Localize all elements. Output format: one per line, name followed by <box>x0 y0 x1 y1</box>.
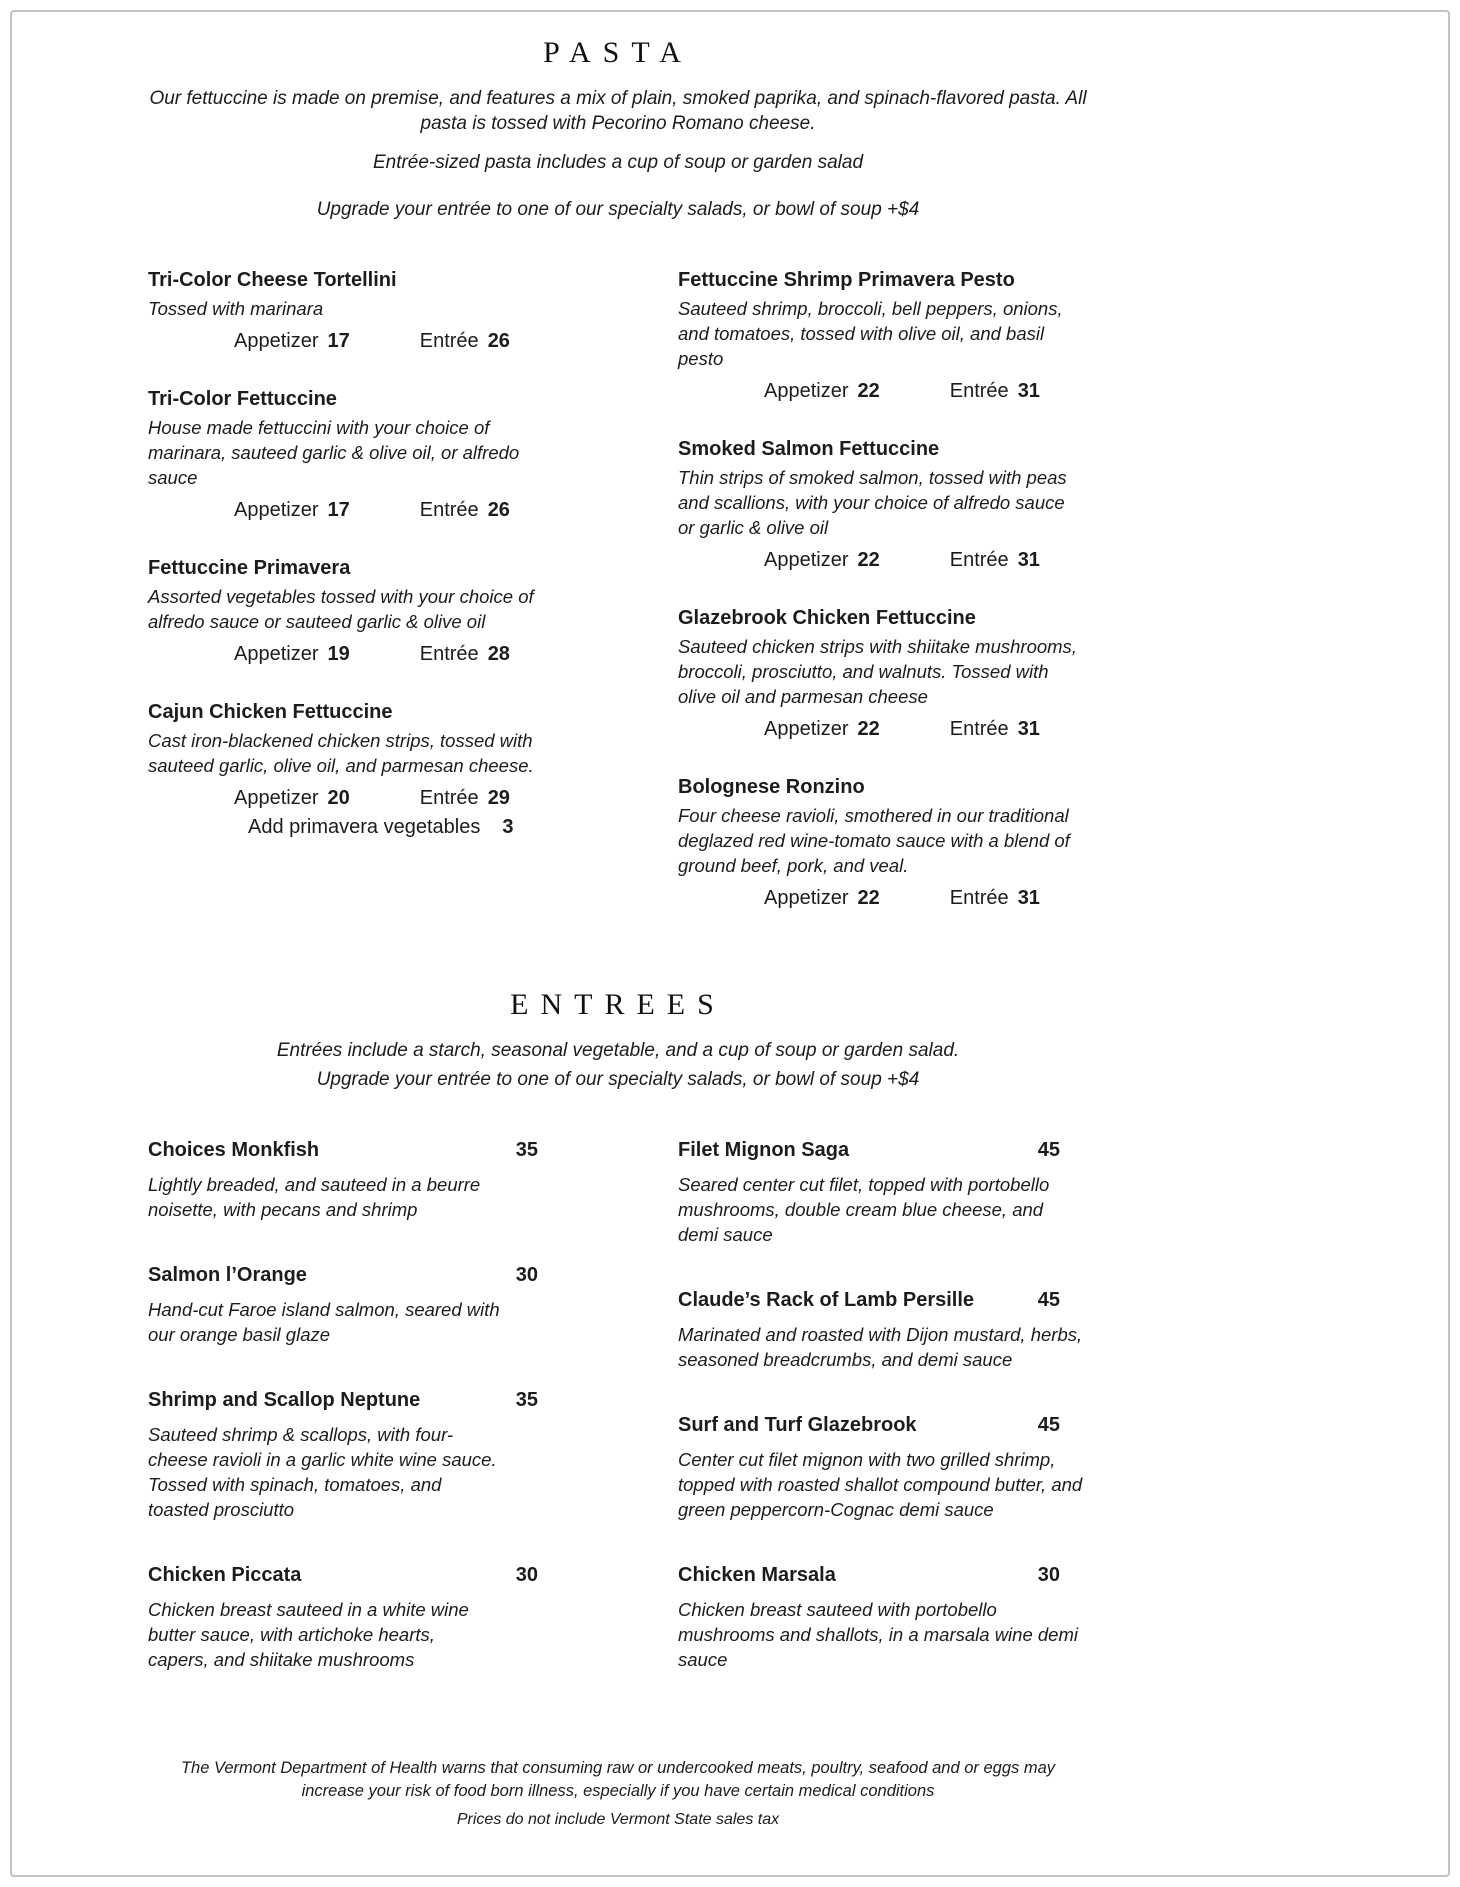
entree-price-pair <box>950 380 1040 403</box>
entree-head <box>148 1563 538 1592</box>
pasta-section <box>148 36 1088 944</box>
item-prices <box>148 499 608 522</box>
entrees-intro-line: Entrées include a starch, seasonal vegetable, and a cup of soup or garden salad. <box>276 1039 960 1061</box>
item-name: Tri-Color Fettuccine <box>148 388 337 411</box>
item-name: Bolognese Ronzino <box>678 776 865 799</box>
entree-label: Entrée <box>949 718 1009 741</box>
entrees-section <box>148 988 1088 1713</box>
appetizer-label: Appetizer <box>764 886 849 909</box>
item-name: Salmon l’Orange <box>148 1264 307 1287</box>
item-name: Choices Monkfish <box>148 1139 320 1162</box>
entree-price: 26 <box>487 330 510 353</box>
pasta-intro-line: Upgrade your entrée to one of our specialty salads, or bowl of soup +$4 <box>316 199 920 221</box>
appetizer-price-pair <box>764 380 880 403</box>
appetizer-label: Appetizer <box>764 380 849 403</box>
entree-item <box>678 1288 1088 1373</box>
item-description: Sauteed chicken strips with shiitake mushrooms, broccoli, prosciutto, and walnuts. Tossed with olive oil and parmesan cheese <box>678 636 1077 708</box>
entrees-column-right <box>678 1138 1088 1713</box>
pasta-item <box>148 387 608 522</box>
appetizer-price-pair <box>234 330 350 353</box>
entree-price-pair <box>420 499 510 522</box>
menu-page <box>148 0 1088 1831</box>
item-name: Surf and Turf Glazebrook <box>678 1413 917 1436</box>
entree-label: Entrée <box>949 380 1009 403</box>
appetizer-label: Appetizer <box>234 499 319 522</box>
item-prices <box>148 643 608 666</box>
item-prices <box>678 549 1088 572</box>
entree-item <box>678 1563 1088 1673</box>
appetizer-label: Appetizer <box>764 718 849 741</box>
tax-note: Prices do not include Vermont State sales tax <box>456 1810 780 1828</box>
appetizer-price: 19 <box>327 643 350 666</box>
appetizer-label: Appetizer <box>234 330 319 353</box>
item-description: Hand-cut Faroe island salmon, seared with our orange basil glaze <box>148 1299 500 1345</box>
entree-head <box>148 1388 538 1417</box>
item-name: Glazebrook Chicken Fettuccine <box>678 607 976 630</box>
appetizer-label: Appetizer <box>234 787 319 810</box>
entree-item <box>678 1138 1088 1248</box>
item-prices <box>678 718 1088 741</box>
entree-price: 31 <box>1017 549 1040 572</box>
entree-item <box>148 1138 608 1223</box>
entree-price: 29 <box>487 787 510 810</box>
item-name: Chicken Marsala <box>678 1563 836 1586</box>
entree-head <box>678 1563 1060 1592</box>
pasta-item <box>148 700 608 839</box>
entree-item <box>148 1388 608 1523</box>
item-price: 30 <box>1037 1563 1060 1586</box>
addon-label: Add primavera vegetables <box>248 816 481 839</box>
appetizer-price: 17 <box>327 499 350 522</box>
appetizer-price-pair <box>764 887 880 910</box>
entree-item <box>148 1263 608 1348</box>
item-prices <box>678 380 1088 403</box>
item-price: 30 <box>515 1264 538 1287</box>
entree-head <box>148 1138 538 1167</box>
item-name: Chicken Piccata <box>148 1563 302 1586</box>
item-prices <box>148 330 608 353</box>
entree-head <box>678 1413 1060 1442</box>
item-name: Shrimp and Scallop Neptune <box>148 1388 421 1411</box>
appetizer-price: 22 <box>857 718 880 741</box>
appetizer-price-pair <box>234 499 350 522</box>
pasta-item <box>148 556 608 666</box>
item-price: 45 <box>1037 1289 1060 1311</box>
appetizer-price-pair <box>764 718 880 741</box>
item-description: House made fettuccini with your choice of marinara, sauteed garlic & olive oil, or alfredo sauce <box>148 417 520 489</box>
pasta-items-grid <box>148 268 1088 944</box>
item-name: Claude’s Rack of Lamb Persille <box>678 1289 975 1311</box>
item-price: 35 <box>515 1388 538 1411</box>
entree-price-pair <box>950 718 1040 741</box>
entree-label: Entrée <box>419 643 479 666</box>
item-description: Lightly breaded, and sauteed in a beurre noisette, with pecans and shrimp <box>148 1174 481 1221</box>
pasta-item <box>678 606 1088 741</box>
item-price: 45 <box>1037 1139 1060 1162</box>
item-price: 35 <box>515 1139 538 1162</box>
appetizer-price: 22 <box>857 886 880 909</box>
entree-item <box>678 1413 1088 1523</box>
item-name: Tri-Color Cheese Tortellini <box>148 269 397 292</box>
item-description: Tossed with marinara <box>148 298 324 320</box>
appetizer-price: 20 <box>327 787 350 810</box>
item-prices <box>678 887 1088 910</box>
appetizer-price: 17 <box>327 330 350 353</box>
item-description: Sauteed shrimp & scallops, with four-cheese ravioli in a garlic white wine sauce. Tossed with spinach, tomatoes, and toasted prosciutto <box>148 1423 497 1520</box>
entree-label: Entrée <box>419 330 479 353</box>
item-description: Chicken breast sauteed with portobello mushrooms and shallots, in a marsala wine demi sauce <box>678 1598 1078 1670</box>
item-name: Cajun Chicken Fettuccine <box>148 701 393 724</box>
entree-price: 31 <box>1017 718 1040 741</box>
pasta-intro-line: Our fettuccine is made on premise, and features a mix of plain, smoked paprika, and spinach-flavored pasta. All pasta is tossed with Pecorino Romano cheese. <box>149 88 1087 135</box>
addon-price: 3 <box>502 816 514 839</box>
entree-price-pair <box>420 643 510 666</box>
item-price: 45 <box>1037 1413 1060 1436</box>
entree-head <box>678 1138 1060 1167</box>
entree-head <box>148 1263 538 1292</box>
item-description: Thin strips of smoked salmon, tossed with peas and scallions, with your choice of alfredo sauce or garlic & olive oil <box>678 467 1067 539</box>
entree-label: Entrée <box>419 499 479 522</box>
health-warning: The Vermont Department of Health warns that consuming raw or undercooked meats, poultry, seafood and or eggs may increase your risk of food born illness, especially if you have certain medical conditions <box>180 1758 1056 1800</box>
entree-price-pair <box>420 330 510 353</box>
appetizer-label: Appetizer <box>764 549 849 572</box>
entree-label: Entrée <box>949 886 1009 909</box>
entree-price-pair <box>950 887 1040 910</box>
pasta-item <box>678 437 1088 572</box>
appetizer-price-pair <box>764 549 880 572</box>
entree-price-pair <box>950 549 1040 572</box>
entree-label: Entrée <box>419 787 479 810</box>
appetizer-label: Appetizer <box>234 643 319 666</box>
item-description: Marinated and roasted with Dijon mustard, herbs, seasoned breadcrumbs, and demi sauce <box>678 1324 1083 1370</box>
pasta-section-title: PASTA <box>543 36 693 69</box>
item-description: Sauteed shrimp, broccoli, bell peppers, onions, and tomatoes, tossed with olive oil, and basil pesto <box>678 298 1063 370</box>
item-name: Fettuccine Shrimp Primavera Pesto <box>678 269 1015 292</box>
footer <box>148 1757 1088 1832</box>
pasta-item <box>678 268 1088 403</box>
item-addon <box>148 816 608 839</box>
item-description: Chicken breast sauteed in a white wine butter sauce, with artichoke hearts, capers, and shiitake mushrooms <box>148 1598 469 1670</box>
appetizer-price-pair <box>234 643 350 666</box>
item-description: Center cut filet mignon with two grilled shrimp, topped with roasted shallot compound butter, and green peppercorn-Cognac demi sauce <box>678 1448 1083 1520</box>
item-price: 30 <box>515 1563 538 1586</box>
entree-price: 31 <box>1017 886 1040 909</box>
item-description: Assorted vegetables tossed with your choice of alfredo sauce or sauteed garlic & olive oil <box>148 586 534 633</box>
item-prices <box>148 787 608 810</box>
entrees-column-left <box>148 1138 608 1713</box>
entree-price: 26 <box>487 499 510 522</box>
entree-price-pair <box>420 787 510 810</box>
pasta-item <box>678 775 1088 910</box>
item-name: Fettuccine Primavera <box>148 557 351 580</box>
entree-price: 31 <box>1017 380 1040 403</box>
entrees-items-grid <box>148 1138 1088 1713</box>
entree-item <box>148 1563 608 1673</box>
entree-head <box>678 1288 1060 1317</box>
pasta-item <box>148 268 608 353</box>
pasta-intro-line: Entrée-sized pasta includes a cup of soup or garden salad <box>372 152 864 174</box>
entree-price: 28 <box>487 643 510 666</box>
item-description: Seared center cut filet, topped with portobello mushrooms, double cream blue cheese, and demi sauce <box>678 1174 1050 1246</box>
appetizer-price: 22 <box>857 549 880 572</box>
entrees-intro-line: Upgrade your entrée to one of our specialty salads, or bowl of soup +$4 <box>316 1069 920 1091</box>
appetizer-price: 22 <box>857 380 880 403</box>
entree-label: Entrée <box>949 549 1009 572</box>
item-description: Cast iron-blackened chicken strips, tossed with sauteed garlic, olive oil, and parmesan cheese. <box>148 730 534 777</box>
item-name: Smoked Salmon Fettuccine <box>678 438 940 461</box>
appetizer-price-pair <box>234 787 350 810</box>
item-description: Four cheese ravioli, smothered in our traditional deglazed red wine-tomato sauce with a blend of ground beef, pork, and veal. <box>678 805 1070 876</box>
pasta-column-left <box>148 268 608 944</box>
pasta-column-right <box>678 268 1088 944</box>
entrees-section-title: ENTREES <box>510 987 726 1021</box>
item-name: Filet Mignon Saga <box>678 1139 850 1162</box>
